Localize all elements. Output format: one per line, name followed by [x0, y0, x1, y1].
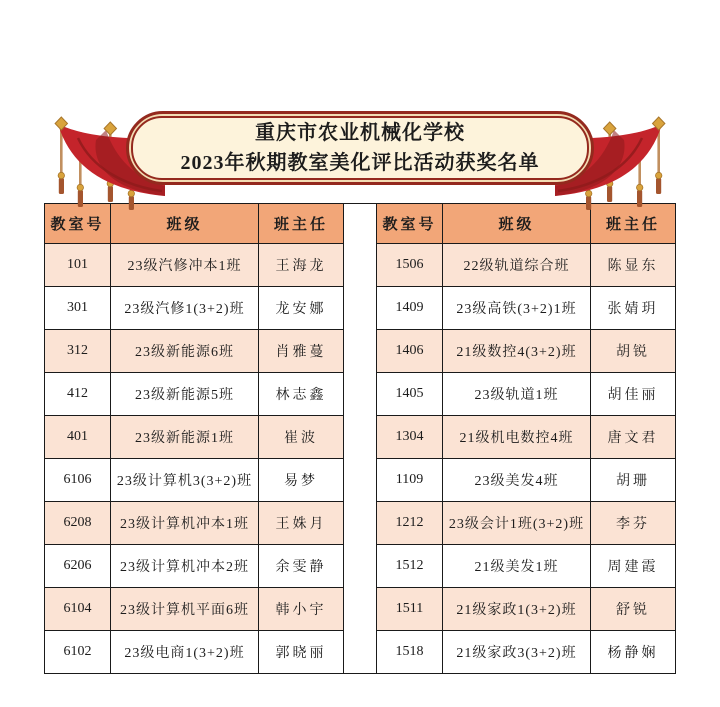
- page-title-line2: 2023年秋期教室美化评比活动获奖名单: [180, 152, 540, 174]
- header-class: 班级: [443, 204, 591, 244]
- class-cell: 23级计算机平面6班: [111, 588, 259, 631]
- table-row: [377, 244, 676, 287]
- class-cell: 21级家政1(3+2)班: [443, 588, 591, 631]
- award-table-right: [376, 203, 676, 674]
- room-cell: 1406: [377, 330, 443, 373]
- room-cell: 312: [45, 330, 111, 373]
- class-cell: 23级高铁(3+2)1班: [443, 287, 591, 330]
- room-cell: 1512: [377, 545, 443, 588]
- table-row: [45, 244, 344, 287]
- teacher-cell: 张婧玥: [591, 287, 676, 330]
- teacher-cell: 易梦: [259, 459, 344, 502]
- room-cell: 1109: [377, 459, 443, 502]
- teacher-cell: 龙安娜: [259, 287, 344, 330]
- class-cell: 23级美发4班: [443, 459, 591, 502]
- table-row: [45, 330, 344, 373]
- room-cell: 1511: [377, 588, 443, 631]
- table-row: [45, 287, 344, 330]
- table-row: [377, 330, 676, 373]
- table-row: [377, 416, 676, 459]
- table-row: [377, 631, 676, 674]
- table-row: [377, 373, 676, 416]
- teacher-cell: 舒锐: [591, 588, 676, 631]
- room-cell: 301: [45, 287, 111, 330]
- table-row: [45, 459, 344, 502]
- room-cell: 1304: [377, 416, 443, 459]
- teacher-cell: 余雯静: [259, 545, 344, 588]
- class-cell: 22级轨道综合班: [443, 244, 591, 287]
- room-cell: 6102: [45, 631, 111, 674]
- table-row: [45, 631, 344, 674]
- room-cell: 101: [45, 244, 111, 287]
- table-row: [45, 588, 344, 631]
- teacher-cell: 杨静娴: [591, 631, 676, 674]
- room-cell: 1405: [377, 373, 443, 416]
- room-cell: 1518: [377, 631, 443, 674]
- teacher-cell: 崔波: [259, 416, 344, 459]
- class-cell: 23级轨道1班: [443, 373, 591, 416]
- teacher-cell: 王姝月: [259, 502, 344, 545]
- teacher-cell: 胡佳丽: [591, 373, 676, 416]
- header-class: 班级: [111, 204, 259, 244]
- class-cell: 23级电商1(3+2)班: [111, 631, 259, 674]
- teacher-cell: 林志鑫: [259, 373, 344, 416]
- class-cell: 21级机电数控4班: [443, 416, 591, 459]
- table-row: [45, 373, 344, 416]
- class-cell: 23级计算机冲本1班: [111, 502, 259, 545]
- room-cell: 6206: [45, 545, 111, 588]
- class-cell: 23级新能源1班: [111, 416, 259, 459]
- table-row: [377, 287, 676, 330]
- table-row: [377, 459, 676, 502]
- room-cell: 401: [45, 416, 111, 459]
- header-teacher: 班主任: [591, 204, 676, 244]
- room-cell: 1506: [377, 244, 443, 287]
- table-row: [377, 502, 676, 545]
- header-teacher: 班主任: [259, 204, 344, 244]
- class-cell: 23级计算机冲本2班: [111, 545, 259, 588]
- teacher-cell: 胡锐: [591, 330, 676, 373]
- teacher-cell: 胡珊: [591, 459, 676, 502]
- teacher-cell: 李芬: [591, 502, 676, 545]
- class-cell: 23级汽修冲本1班: [111, 244, 259, 287]
- table-row: [45, 545, 344, 588]
- teacher-cell: 王海龙: [259, 244, 344, 287]
- title-banner-inner: [131, 116, 589, 180]
- class-cell: 23级会计1班(3+2)班: [443, 502, 591, 545]
- class-cell: 21级美发1班: [443, 545, 591, 588]
- class-cell: 21级家政3(3+2)班: [443, 631, 591, 674]
- header-room: 教室号: [377, 204, 443, 244]
- class-cell: 23级新能源5班: [111, 373, 259, 416]
- award-table-left: [44, 203, 344, 674]
- teacher-cell: 唐文君: [591, 416, 676, 459]
- table-spacer-column: [344, 203, 376, 674]
- room-cell: 6208: [45, 502, 111, 545]
- table-row: [45, 502, 344, 545]
- class-cell: 23级新能源6班: [111, 330, 259, 373]
- teacher-cell: 肖雅蔓: [259, 330, 344, 373]
- table-row: [45, 416, 344, 459]
- room-cell: 412: [45, 373, 111, 416]
- room-cell: 1212: [377, 502, 443, 545]
- teacher-cell: 韩小宇: [259, 588, 344, 631]
- table-row: [377, 588, 676, 631]
- class-cell: 21级数控4(3+2)班: [443, 330, 591, 373]
- teacher-cell: 周建霞: [591, 545, 676, 588]
- teacher-cell: 陈显东: [591, 244, 676, 287]
- class-cell: 23级计算机3(3+2)班: [111, 459, 259, 502]
- class-cell: 23级汽修1(3+2)班: [111, 287, 259, 330]
- table-row: [377, 545, 676, 588]
- room-cell: 6104: [45, 588, 111, 631]
- award-tables: [44, 203, 676, 674]
- page-title-line1: 重庆市农业机械化学校: [255, 122, 465, 144]
- header-room: 教室号: [45, 204, 111, 244]
- teacher-cell: 郭晓丽: [259, 631, 344, 674]
- room-cell: 6106: [45, 459, 111, 502]
- title-banner: [126, 111, 594, 185]
- room-cell: 1409: [377, 287, 443, 330]
